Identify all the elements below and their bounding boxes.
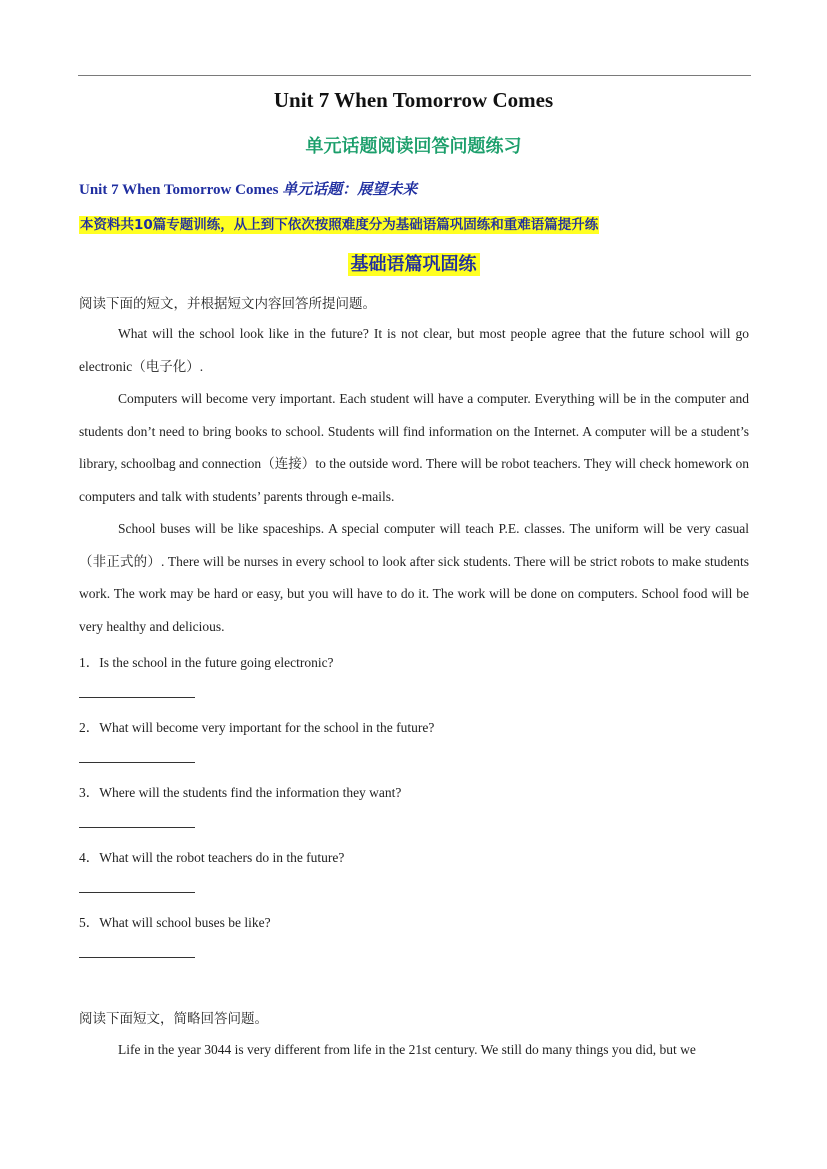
reading-instruction-2: 阅读下面短文，简略回答问题。: [79, 1011, 268, 1027]
question-item: 3．Where will the students find the information they want?: [79, 785, 402, 800]
passage-paragraph: What will the school look like in the future? It is not clear, but most people agree that the future school will go electronic（电子化）.: [79, 326, 749, 374]
unit-topic-en: Unit 7 When Tomorrow Comes: [79, 182, 283, 198]
passage-paragraph: School buses will be like spaceships. A special computer will teach P.E. classes. The uniform will be very casual（非正式的）. There will be nurses in every school to look after sick students. There will be strict robots to make students work. The work may be hard or easy, but you will have to do it. The work will be done on computers. School food will be very healthy and delicious.: [79, 521, 749, 634]
passage-paragraph: Computers will become very important. Each student will have a computer. Everything will be in the computer and students don’t need to bring books to school. Students will find information on the Internet. A computer will be a student’s library, schoolbag and connection（连接）to the outside word. There will be robot teachers. They will check homework on computers and talk with students’ parents through e-mails.: [79, 391, 749, 504]
question-item: 1．Is the school in the future going electronic?: [79, 655, 334, 670]
answer-blank[interactable]: [79, 957, 195, 958]
answer-blank[interactable]: [79, 892, 195, 893]
answer-blank[interactable]: [79, 827, 195, 828]
question-item: 5．What will school buses be like?: [79, 915, 271, 930]
question-item: 4．What will the robot teachers do in the future?: [79, 850, 345, 865]
header-rule: [78, 75, 751, 76]
page-title: Unit 7 When Tomorrow Comes: [273, 88, 554, 112]
page-subtitle: 单元话题阅读回答问题练习: [305, 136, 522, 157]
question-item: 2．What will become very important for the school in the future?: [79, 720, 435, 735]
passage-paragraph-2: Life in the year 3044 is very different from life in the 21st century. We still do many things you did, but we: [118, 1042, 696, 1057]
section-heading-label: 基础语篇巩固练: [348, 253, 480, 276]
reading-instruction: 阅读下面的短文，并根据短文内容回答所提问题。: [79, 296, 376, 312]
material-notice: 本资料共10篇专题训练，从上到下依次按照难度分为基础语篇巩固练和重难语篇提升练: [80, 217, 599, 233]
answer-blank[interactable]: [79, 697, 195, 698]
section-heading: [0, 250, 827, 276]
unit-topic: [79, 178, 417, 199]
answer-blank[interactable]: [79, 762, 195, 763]
unit-topic-cn: 单元话题：展望未来: [282, 180, 418, 198]
